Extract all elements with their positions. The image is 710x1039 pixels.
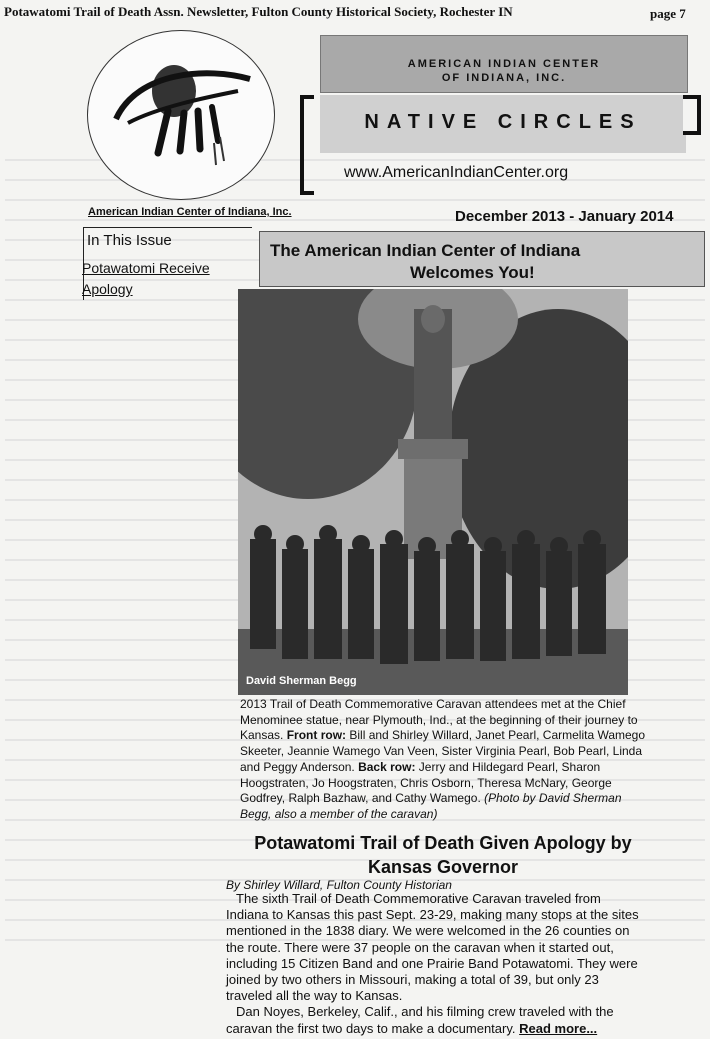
- article-body: [226, 891, 646, 1037]
- caravan-photo: [238, 289, 628, 695]
- bracket-right: [683, 95, 701, 135]
- photo-credit: David Sherman Begg: [246, 675, 357, 687]
- caption-back-text: Jerry and Hildegard Pearl, Sharon Hoogstraten, Jo Hoogstraten, Chris Osborn, Theresa McNary, George Godfrey, Ralph Bazhaw, and Cathy Wamego.: [240, 759, 612, 806]
- logo-circle: [87, 30, 275, 200]
- article-paragraph-2-text: Dan Noyes, Berkeley, Calif., and his filming crew traveled with the caravan the first two days to make a documentary.: [226, 1004, 614, 1036]
- read-more-link[interactable]: Read more...: [519, 1020, 598, 1036]
- org-banner: [320, 35, 688, 93]
- group-photo-illustration: [238, 289, 628, 695]
- article-paragraph-2: [226, 1004, 646, 1036]
- caption-back-label: Back row:: [358, 759, 416, 774]
- newsletter-title-box: [320, 95, 686, 153]
- in-this-issue-title: In This Issue: [87, 232, 172, 249]
- bracket-left: [300, 95, 314, 195]
- article-byline: By Shirley Willard, Fulton County Historian: [226, 878, 452, 892]
- issue-date: December 2013 - January 2014: [455, 208, 674, 225]
- newsletter-title: NATIVE CIRCLES: [364, 111, 642, 133]
- org-name-line2: OF INDIANA, INC.: [441, 72, 567, 84]
- newsletter-header: Potawatomi Trail of Death Assn. Newsletter, Fulton County Historical Society, Rochester IN: [4, 4, 513, 19]
- org-name-line1: AMERICAN INDIAN CENTER: [407, 58, 601, 70]
- caption-front-text: Bill and Shirley Willard, Janet Pearl, Carmelita Wamego Skeeter, Jeannie Wamego Van Veen, Sister Virginia Pearl, Bob Pearl, Linda and Peggy Anderson.: [240, 728, 646, 774]
- caption-front-label: Front row:: [286, 728, 347, 743]
- issue-link-line1[interactable]: Potawatomi Receive: [82, 260, 210, 276]
- article-paragraph-1: The sixth Trail of Death Commemorative Caravan traveled from Indiana to Kansas this past Sept. 23-29, making many stops at the sites mentioned in the 1838 diary. We were welcomed in the 26 counties on the route. There were 37 people on the caravan when it started out, including 15 Citizen Band and one Prairie Band Potawatomi. They were joined by two others in Missouri, making a total of 39, but only 23 traveled all the way to Kansas.: [226, 891, 639, 1004]
- article-title: Potawatomi Trail of Death Given Apology by Kansas Governor: [254, 833, 632, 877]
- website-url[interactable]: www.AmericanIndianCenter.org: [344, 164, 569, 181]
- photo-caption: [240, 697, 650, 823]
- in-this-issue-link[interactable]: [82, 258, 210, 300]
- page-number: page 7: [650, 6, 686, 21]
- issue-link-line2[interactable]: Apology: [82, 281, 133, 297]
- caption-intro: 2013 Trail of Death Commemorative Caravan attendees met at the Chief Menominee statue, near Plymouth, Ind., at the beginning of their journey to Kansas.: [240, 697, 638, 743]
- caption-credit-note: (Photo by David Sherman Begg, also a member of the caravan): [240, 791, 622, 821]
- welcome-line2: Welcomes You!: [410, 263, 535, 282]
- welcome-line1: The American Indian Center of Indiana: [270, 241, 581, 260]
- logo-caption: American Indian Center of Indiana, Inc.: [88, 206, 292, 218]
- welcome-banner: [259, 231, 705, 287]
- feather-logo-icon: [88, 31, 274, 199]
